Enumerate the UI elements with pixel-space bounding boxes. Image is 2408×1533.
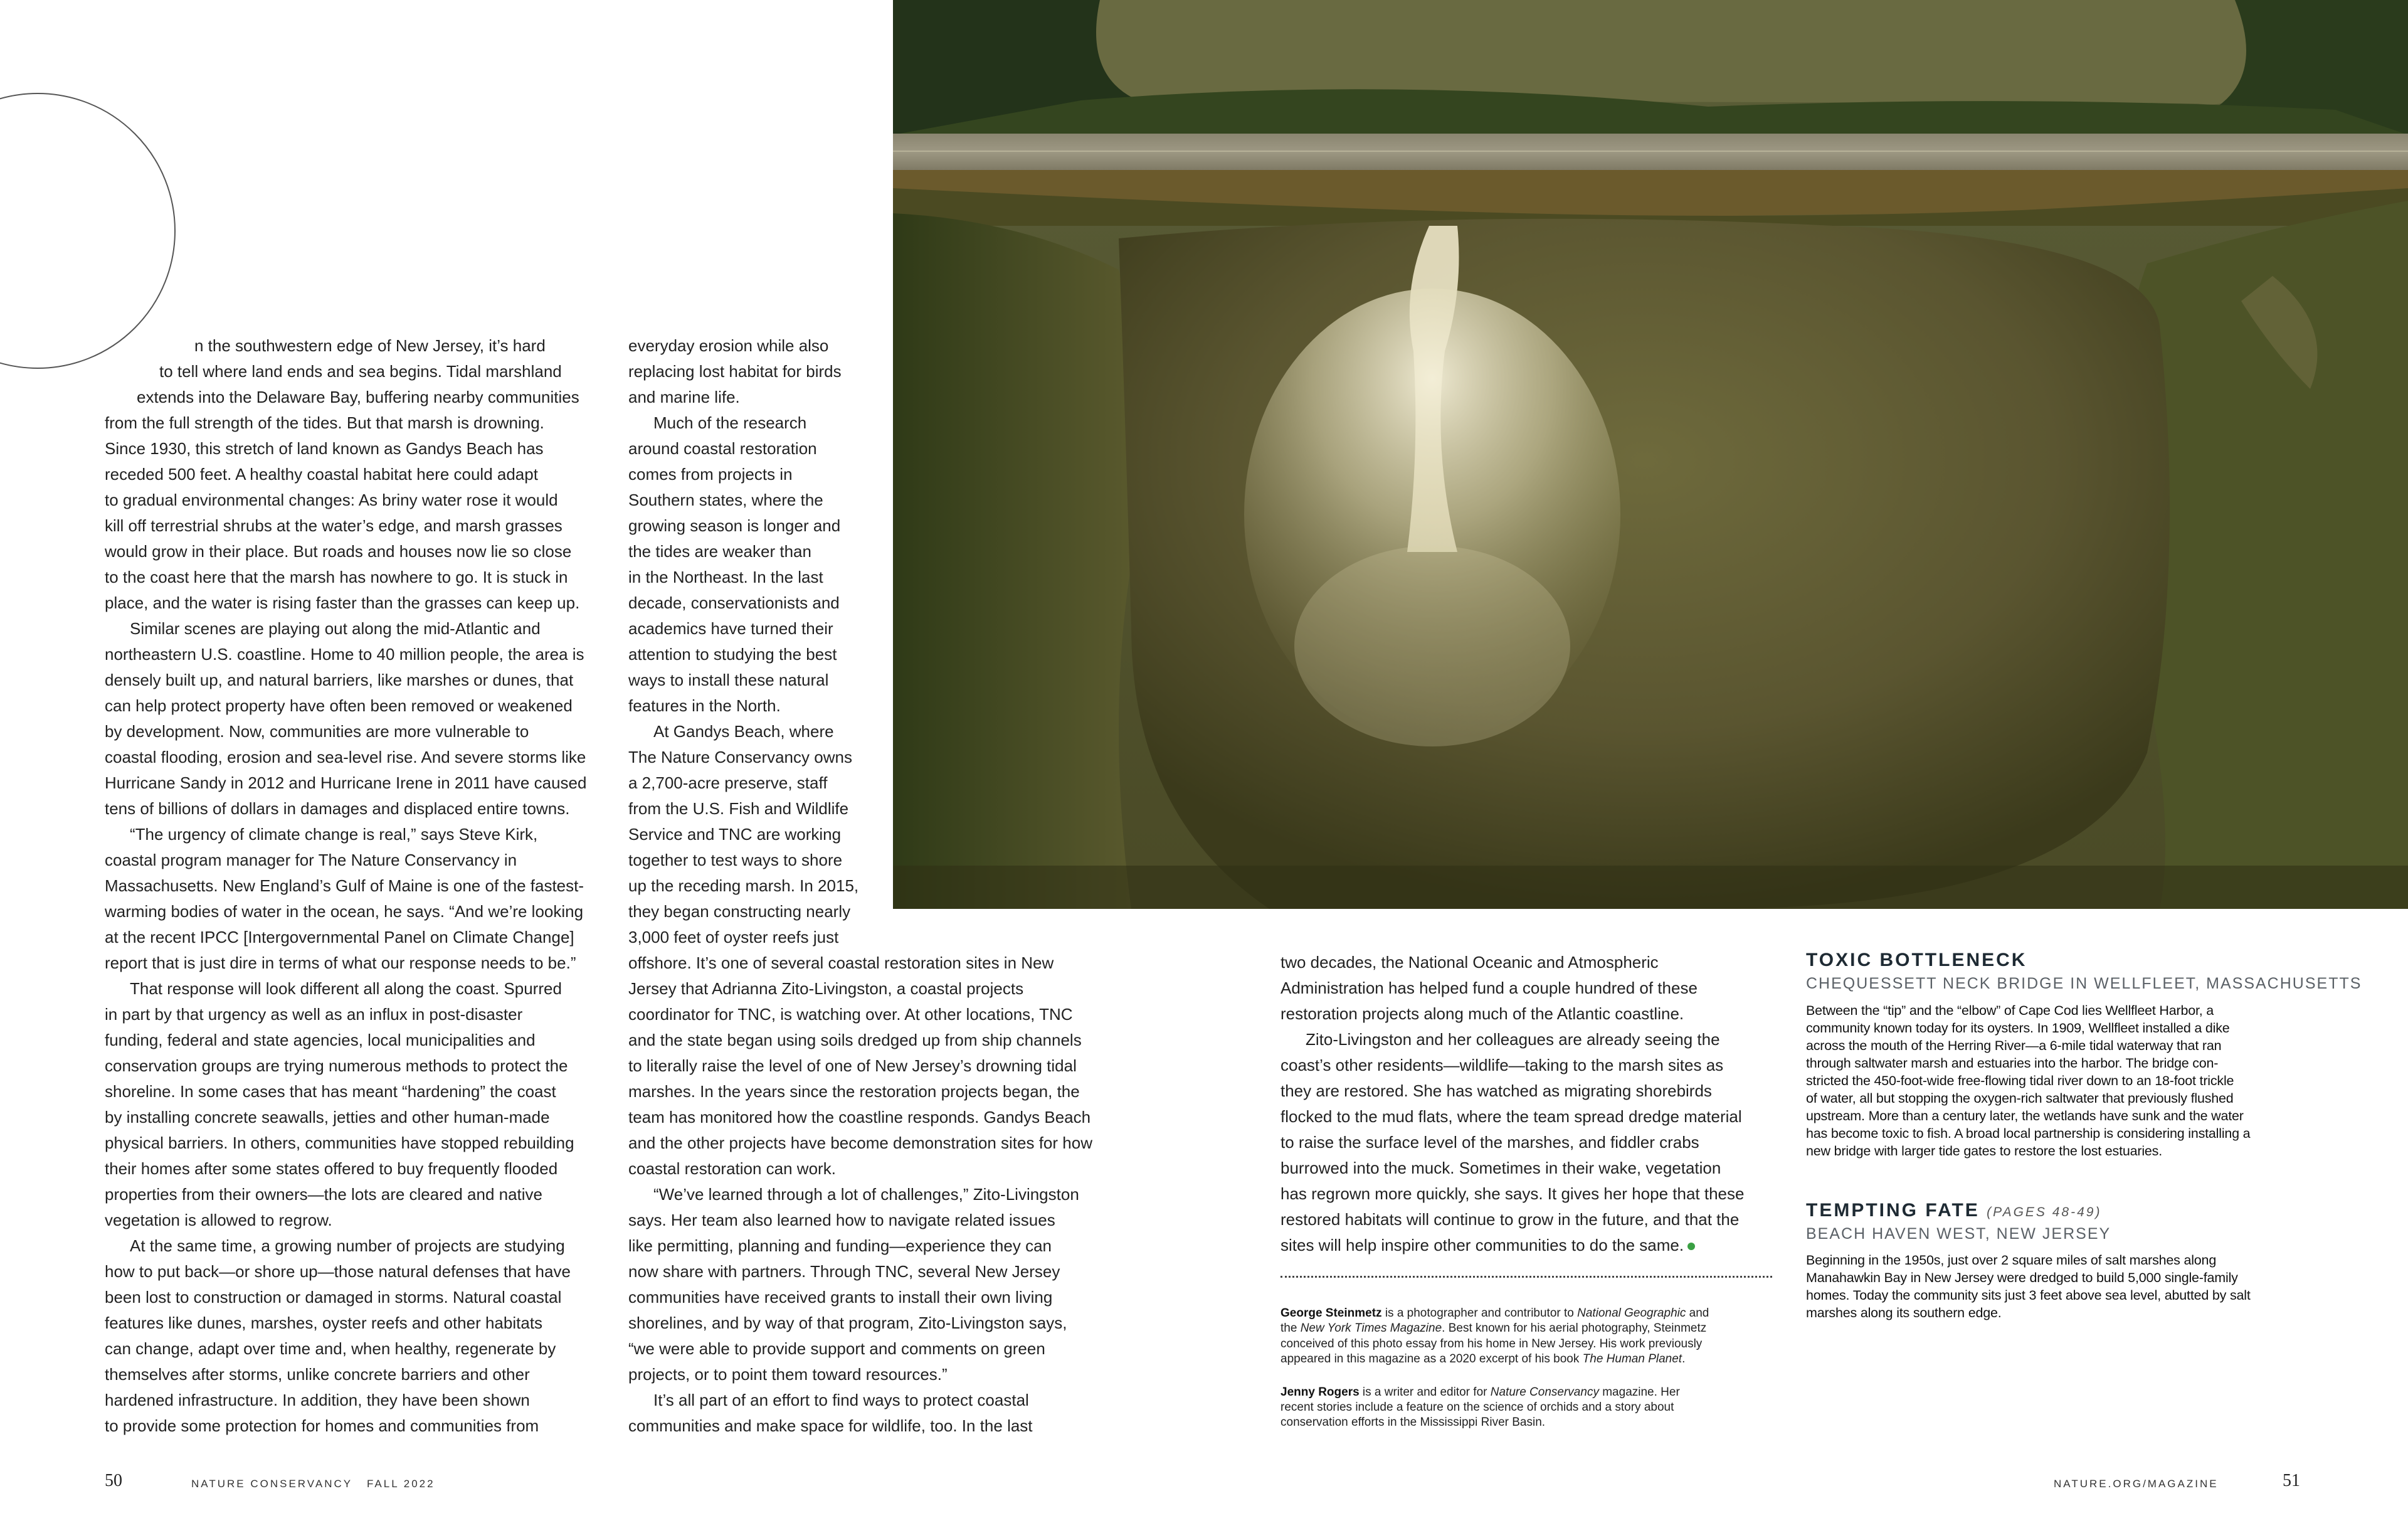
article-line: Jersey that Adrianna Zito-Livingston, a coastal projects: [628, 979, 1024, 998]
article-line: restored habitats will continue to grow in the future, and that the: [1281, 1210, 1740, 1229]
article-line: features in the North.: [628, 696, 781, 715]
article-line: by development. Now, communities are more vulnerable to: [105, 722, 529, 741]
article-line: receded 500 feet. A healthy coastal habitat here could adapt: [105, 465, 538, 484]
aerial-photo: [893, 0, 2408, 909]
article-line: from the U.S. Fish and Wildlife: [628, 799, 849, 818]
article-line: report that is just dire in terms of what our response needs to be.”: [105, 953, 576, 972]
article-line: how to put back—or shore up—those natural defenses that have: [105, 1262, 571, 1281]
bio-rogers-line-2: recent stories include a feature on the science of orchids and a story about: [1281, 1401, 1674, 1414]
article-line: decade, conservationists and: [628, 593, 840, 612]
article-line: funding, federal and state agencies, local municipalities and: [105, 1031, 536, 1049]
article-line: warming bodies of water in the ocean, he says. “And we’re looking: [105, 902, 584, 921]
article-line: Similar scenes are playing out along the mid-Atlantic and: [130, 619, 541, 638]
article-line: 3,000 feet of oyster reefs just: [628, 928, 839, 947]
article-line: “we were able to provide support and comments on green: [628, 1339, 1045, 1358]
article-line: physical barriers. In others, communities have stopped rebuilding: [105, 1133, 574, 1152]
article-line: northeastern U.S. coastline. Home to 40 million people, the area is: [105, 645, 584, 664]
article-line: in the Northeast. In the last: [628, 568, 823, 586]
end-mark: [1687, 1243, 1695, 1250]
issue-date: FALL 2022: [366, 1478, 435, 1490]
foam-spread: [1294, 546, 1570, 746]
bio-rogers-name: Jenny Rogers: [1281, 1386, 1360, 1399]
article-line: in part by that urgency as well as an influx in post-disaster: [105, 1005, 523, 1024]
article-line: place, and the water is rising faster than the grasses can keep up.: [105, 593, 580, 612]
article-line: up the receding marsh. In 2015,: [628, 876, 859, 895]
article-line: The Nature Conservancy owns: [628, 748, 852, 767]
article-line: growing season is longer and: [628, 516, 841, 535]
article-line: densely built up, and natural barriers, like marshes or dunes, that: [105, 671, 574, 689]
article-line: to tell where land ends and sea begins. Tidal marshland: [159, 362, 562, 381]
publication-name: NATURE CONSERVANCY: [191, 1478, 352, 1490]
article-line: projects, or to point them toward resources.”: [628, 1365, 948, 1384]
article-line: they are restored. She has watched as migrating shorebirds: [1281, 1081, 1712, 1100]
article-line: academics have turned their: [628, 619, 833, 638]
caption-line: Between the “tip” and the “elbow” of Cape Cod lies Wellfleet Harbor, a: [1806, 1003, 2214, 1018]
article-line: Administration has helped fund a couple hundred of these: [1281, 979, 1698, 997]
article-line: Service and TNC are working: [628, 825, 842, 844]
page-number-left: 50: [105, 1471, 122, 1490]
caption-line: through saltwater marsh and estuaries into the harbor. The bridge con-: [1806, 1056, 2219, 1071]
bio-steinmetz-line-4: appeared in this magazine as a 2020 excerpt of his book The Human Planet.: [1281, 1352, 1686, 1366]
article-line: features like dunes, marshes, oyster reefs and other habitats: [105, 1313, 543, 1332]
article-line: coastal program manager for The Nature Conservancy in: [105, 851, 517, 869]
article-line: Massachusetts. New England’s Gulf of Maine is one of the fastest-: [105, 876, 584, 895]
caption-pages-tempting: (PAGES 48-49): [1987, 1205, 2102, 1219]
caption-location-toxic: CHEQUESSETT NECK BRIDGE IN WELLFLEET, MASSACHUSETTS: [1806, 975, 2362, 992]
article-line: been lost to construction or damaged in storms. Natural coastal: [105, 1288, 562, 1307]
article-line: team has monitored how the coastline responds. Gandys Beach: [628, 1108, 1091, 1127]
article-line: by installing concrete seawalls, jetties and other human-made: [105, 1108, 550, 1127]
article-line: replacing lost habitat for birds: [628, 362, 842, 381]
article-line: everyday erosion while also: [628, 336, 829, 355]
article-line: At the same time, a growing number of projects are studying: [130, 1236, 565, 1255]
article-line: coastal restoration can work.: [628, 1159, 836, 1178]
article-line: communities and make space for wildlife, too. In the last: [628, 1416, 1033, 1435]
article-line: “We’ve learned through a lot of challenges,” Zito-Livingston: [653, 1185, 1079, 1204]
article-line: restoration projects along much of the Atlantic coastline.: [1281, 1004, 1684, 1023]
page-number-right: 51: [2283, 1471, 2300, 1490]
article-line: their homes after some states offered to buy frequently flooded: [105, 1159, 558, 1178]
article-line: coastal flooding, erosion and sea-level rise. And severe storms like: [105, 748, 586, 767]
article-line: has regrown more quickly, she says. It gives her hope that these: [1281, 1184, 1745, 1203]
article-line: the tides are weaker than: [628, 542, 811, 561]
caption-line: across the mouth of the Herring River—a 6-mile tidal waterway that ran: [1806, 1038, 2222, 1053]
article-line: “The urgency of climate change is real,” says Steve Kirk,: [130, 825, 538, 844]
article-line: burrowed into the muck. Sometimes in their wake, vegetation: [1281, 1159, 1721, 1177]
article-line: Southern states, where the: [628, 491, 823, 509]
article-line: to provide some protection for homes and communities from: [105, 1416, 539, 1435]
article-line: to gradual environmental changes: As briny water rose it would: [105, 491, 558, 509]
article-line: at the recent IPCC [Intergovernmental Panel on Climate Change]: [105, 928, 574, 947]
bio-rogers-line-1: Jenny Rogers is a writer and editor for Nature Conservancy magazine. Her: [1281, 1386, 1680, 1399]
article-line: vegetation is allowed to regrow.: [105, 1211, 332, 1229]
article-line: would grow in their place. But roads and houses now lie so close: [105, 542, 572, 561]
article-line: At Gandys Beach, where: [653, 722, 834, 741]
article-line: can help protect property have often been removed or weakened: [105, 696, 573, 715]
article-line: It’s all part of an effort to find ways to protect coastal: [653, 1391, 1029, 1409]
article-line: kill off terrestrial shrubs at the water’s edge, and marsh grasses: [105, 516, 562, 535]
article-line: ways to install these natural: [628, 671, 829, 689]
article-line: around coastal restoration: [628, 439, 817, 458]
article-line: to raise the surface level of the marshes, and fiddler crabs: [1281, 1133, 1699, 1152]
caption-line: Beginning in the 1950s, just over 2 square miles of salt marshes along: [1806, 1253, 2217, 1268]
article-line: properties from their owners—the lots are cleared and native: [105, 1185, 543, 1204]
bio-rogers-line-3: conservation efforts in the Mississippi River Basin.: [1281, 1416, 1546, 1429]
article-line: coast’s other residents—wildlife—taking to the marsh sites as: [1281, 1056, 1724, 1074]
caption-line: of water, all but stopping the oxygen-rich saltwater that previously flushed: [1806, 1091, 2234, 1106]
road-centerline: [893, 151, 2408, 152]
caption-line: has become toxic to fish. A broad local partnership is considering installing a: [1806, 1126, 2251, 1141]
caption-line: Manahawkin Bay in New Jersey were dredged to build 5,000 single-family: [1806, 1270, 2238, 1285]
article-line: comes from projects in: [628, 465, 793, 484]
article-line: coordinator for TNC, is watching over. At other locations, TNC: [628, 1005, 1073, 1024]
caption-line: new bridge with larger tide gates to restore the lost estuaries.: [1806, 1143, 2163, 1159]
article-line: offshore. It’s one of several coastal restoration sites in New: [628, 953, 1054, 972]
running-footer-url: NATURE.ORG/MAGAZINE: [2054, 1478, 2219, 1490]
caption-line: marshes along its southern edge.: [1806, 1305, 2002, 1320]
article-line: Much of the research: [653, 413, 807, 432]
article-line: together to test ways to shore: [628, 851, 843, 869]
bio-steinmetz-line-3: conceived of this photo essay from his home in New Jersey. His work previously: [1281, 1337, 1703, 1350]
article-line: shoreline. In some cases that has meant “hardening” the coast: [105, 1082, 556, 1101]
bio-steinmetz-name: George Steinmetz: [1281, 1307, 1382, 1320]
article-line: attention to studying the best: [628, 645, 837, 664]
article-line: Hurricane Sandy in 2012 and Hurricane Irene in 2011 have caused: [105, 773, 587, 792]
caption-title-toxic: TOXIC BOTTLENECK: [1806, 950, 2027, 970]
article-line: a 2,700-acre preserve, staff: [628, 773, 828, 792]
article-line: from the full strength of the tides. But that marsh is drowning.: [105, 413, 544, 432]
article-line: can change, adapt over time and, when healthy, regenerate by: [105, 1339, 556, 1358]
article-line: two decades, the National Oceanic and Atmospheric: [1281, 953, 1659, 972]
article-line: and the state began using soils dredged up from ship channels: [628, 1031, 1082, 1049]
article-line: flocked to the mud flats, where the team spread dredge material: [1281, 1107, 1742, 1126]
article-line: extends into the Delaware Bay, buffering nearby communities: [137, 388, 579, 406]
upper-pond: [1087, 0, 2247, 105]
caption-title-tempting: [1806, 1200, 2101, 1221]
article-line: conservation groups are trying numerous methods to protect the: [105, 1056, 568, 1075]
photo-bottom-shade: [893, 866, 2408, 909]
dropcap-circle: [0, 93, 176, 369]
caption-title-tempting-text: TEMPTING FATE: [1806, 1200, 1980, 1221]
article-line: marshes. In the years since the restoration projects began, the: [628, 1082, 1080, 1101]
bio-steinmetz-line-2: the New York Times Magazine. Best known for his aerial photography, Steinmetz: [1281, 1322, 1707, 1335]
article-line: like permitting, planning and funding—experience they can: [628, 1236, 1052, 1255]
article-line: and marine life.: [628, 388, 740, 406]
running-footer-left: [191, 1478, 435, 1490]
article-line: themselves after storms, unlike concrete barriers and other: [105, 1365, 530, 1384]
article-line: n the southwestern edge of New Jersey, it’s hard: [194, 336, 546, 355]
article-line: says. Her team also learned how to navigate related issues: [628, 1211, 1055, 1229]
article-line: That response will look different all along the coast. Spurred: [130, 979, 562, 998]
article-line: Since 1930, this stretch of land known as Gandys Beach has: [105, 439, 544, 458]
article-line: now share with partners. Through TNC, several New Jersey: [628, 1262, 1060, 1281]
article-line: they began constructing nearly: [628, 902, 851, 921]
caption-line: stricted the 450-foot-wide free-flowing tidal river down to an 18-foot trickle: [1806, 1073, 2234, 1088]
bio-divider: [1281, 1276, 1772, 1278]
marsh-left: [893, 213, 1141, 909]
article-line: hardened infrastructure. In addition, they have been shown: [105, 1391, 530, 1409]
article-line: tens of billions of dollars in damages and displaced entire towns.: [105, 799, 570, 818]
article-line: communities have received grants to install their own living: [628, 1288, 1053, 1307]
article-line: to the coast here that the marsh has nowhere to go. It is stuck in: [105, 568, 568, 586]
caption-line: upstream. More than a century later, the wetlands have sunk and the water: [1806, 1108, 2244, 1123]
article-line: sites will help inspire other communities to do the same.: [1281, 1233, 1695, 1258]
caption-line: community known today for its oysters. In 1909, Wellfleet installed a dike: [1806, 1021, 2230, 1036]
article-line: Zito-Livingston and her colleagues are already seeing the: [1306, 1030, 1720, 1049]
article-line: to literally raise the level of one of New Jersey’s drowning tidal: [628, 1056, 1077, 1075]
caption-line: homes. Today the community sits just 3 feet above sea level, abutted by salt: [1806, 1288, 2251, 1303]
article-line: and the other projects have become demonstration sites for how: [628, 1133, 1092, 1152]
article-line: shorelines, and by way of that program, Zito-Livingston says,: [628, 1313, 1067, 1332]
bio-steinmetz-line-1: George Steinmetz is a photographer and contributor to National Geographic and: [1281, 1307, 1709, 1320]
caption-location-tempting: BEACH HAVEN WEST, NEW JERSEY: [1806, 1225, 2111, 1243]
